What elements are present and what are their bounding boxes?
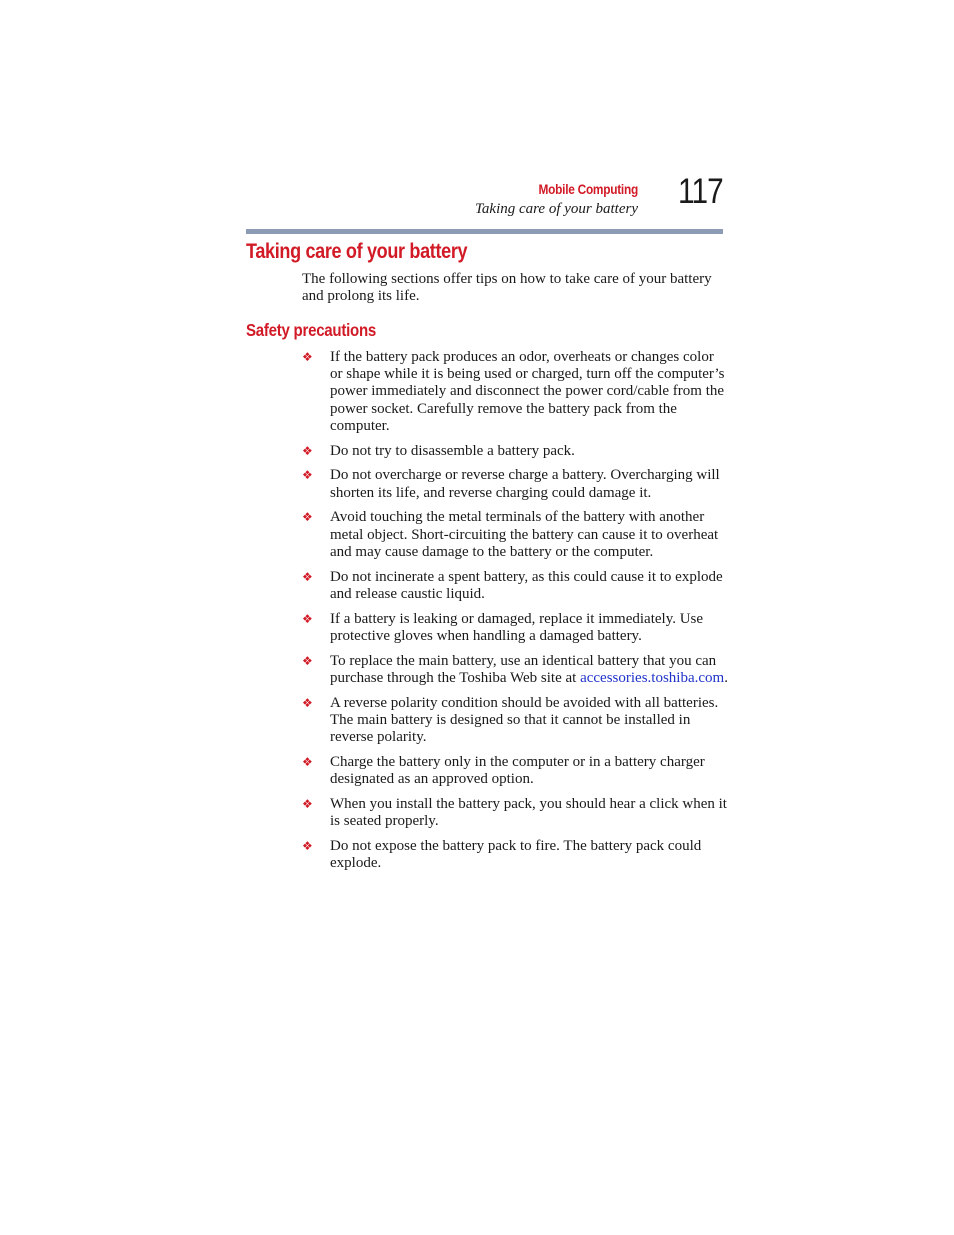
list-item: ❖ A reverse polarity condition should be avoided with all batteries. The main battery is designed so that it cannot be installed in reverse polarity. (302, 694, 719, 746)
bullet-diamond-icon: ❖ (302, 838, 313, 853)
list-item: ❖ Avoid touching the metal terminals of the battery with another metal object. Short-circuiting the battery can cause it to overheat and may cause damage to the battery or the computer. (302, 509, 719, 560)
bullet-diamond-icon: ❖ (302, 796, 313, 811)
list-item: ❖ When you install the battery pack, you should hear a click when it is seated properly. (302, 795, 727, 830)
intro-paragraph: The following sections offer tips on how to take care of your battery and prolong its life. (302, 271, 712, 305)
bullet-diamond-icon: ❖ (302, 350, 313, 364)
bullet-diamond-icon: ❖ (302, 754, 313, 769)
header-rule (246, 229, 723, 234)
bullet-diamond-icon: ❖ (302, 443, 313, 458)
list-item: ❖ If the battery pack produces an odor, overheats or changes color or shape while it is being used or charged, turn off the computer’s power immediately and disconnect the power cord/cable from the power socket. Carefully remove the battery pack from the computer. (302, 349, 725, 434)
bullet-diamond-icon: ❖ (302, 653, 313, 668)
list-item: ❖ Do not expose the battery pack to fire. The battery pack could explode. (302, 837, 702, 872)
bullet-diamond-icon: ❖ (302, 569, 313, 584)
list-item: ❖ Charge the battery only in the computer or in a battery charger designated as an approved option. (302, 753, 705, 788)
list-item: ❖ To replace the main battery, use an identical battery that you can purchase through the Toshiba Web site at accessories.toshiba.com. (302, 652, 728, 686)
list-item: ❖ Do not try to disassemble a battery pack. (302, 442, 575, 459)
page-number: 117 (678, 172, 723, 211)
running-header-section: Taking care of your battery (474, 201, 638, 217)
running-header-chapter: Mobile Computing (538, 182, 638, 197)
toshiba-accessories-link[interactable]: accessories.toshiba.com (580, 669, 725, 686)
list-item: ❖ Do not overcharge or reverse charge a battery. Overcharging will shorten its life, and reverse charging could damage it. (302, 467, 720, 501)
bullet-diamond-icon: ❖ (302, 695, 313, 710)
list-item: ❖ If a battery is leaking or damaged, replace it immediately. Use protective gloves when handling a damaged battery. (302, 610, 704, 644)
safety-list (302, 349, 730, 880)
bullet-diamond-icon: ❖ (302, 611, 313, 626)
section-heading: Safety precautions (246, 320, 377, 340)
list-item: ❖ Do not incinerate a spent battery, as this could cause it to explode and release caustic liquid. (302, 568, 723, 602)
bullet-diamond-icon: ❖ (302, 510, 313, 525)
page-title: Taking care of your battery (246, 240, 468, 263)
bullet-diamond-icon: ❖ (302, 468, 313, 483)
